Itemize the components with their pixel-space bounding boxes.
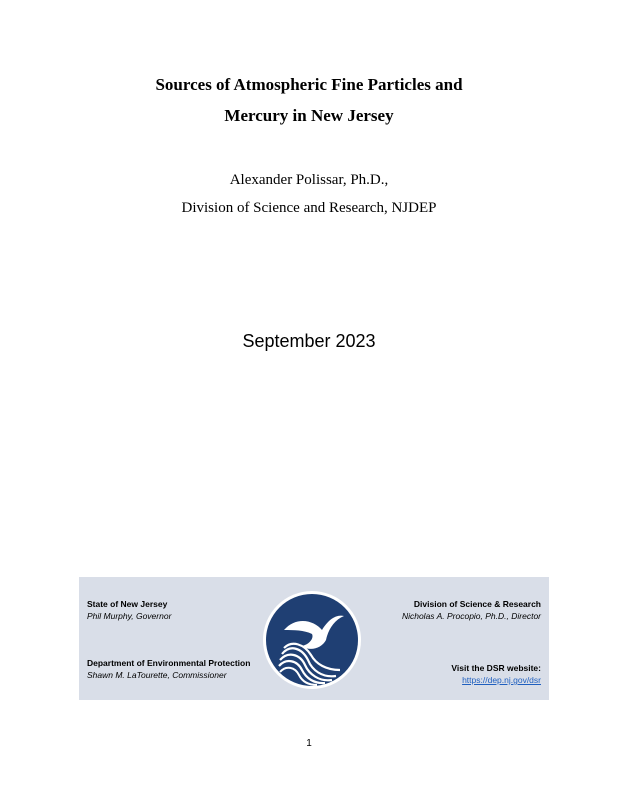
state-name: State of New Jersey (87, 599, 168, 609)
director-name: Nicholas A. Procopio, Ph.D., Director (401, 611, 541, 621)
publication-date: September 2023 (242, 331, 376, 351)
footer-box (79, 577, 549, 700)
author-name: Alexander Polissar, Ph.D., (229, 172, 389, 188)
department-block (87, 657, 250, 681)
website-link[interactable]: https://dep.nj.gov/dsr (462, 675, 541, 685)
page-number: 1 (306, 738, 312, 749)
department-name: Department of Environmental Protection (87, 658, 251, 668)
division-block (402, 598, 541, 622)
title-line-2: Mercury in New Jersey (224, 106, 394, 125)
governor-name: Phil Murphy, Governor (87, 611, 172, 621)
website-block (451, 662, 541, 686)
division-name: Division of Science & Research (413, 599, 541, 609)
njdep-seal-icon (262, 590, 362, 690)
website-label: Visit the DSR website: (451, 663, 541, 673)
state-block (87, 598, 171, 622)
title-line-1: Sources of Atmospheric Fine Particles and (155, 75, 463, 94)
author-affiliation: Division of Science and Research, NJDEP (181, 200, 437, 216)
commissioner-name: Shawn M. LaTourette, Commissioner (87, 670, 227, 680)
